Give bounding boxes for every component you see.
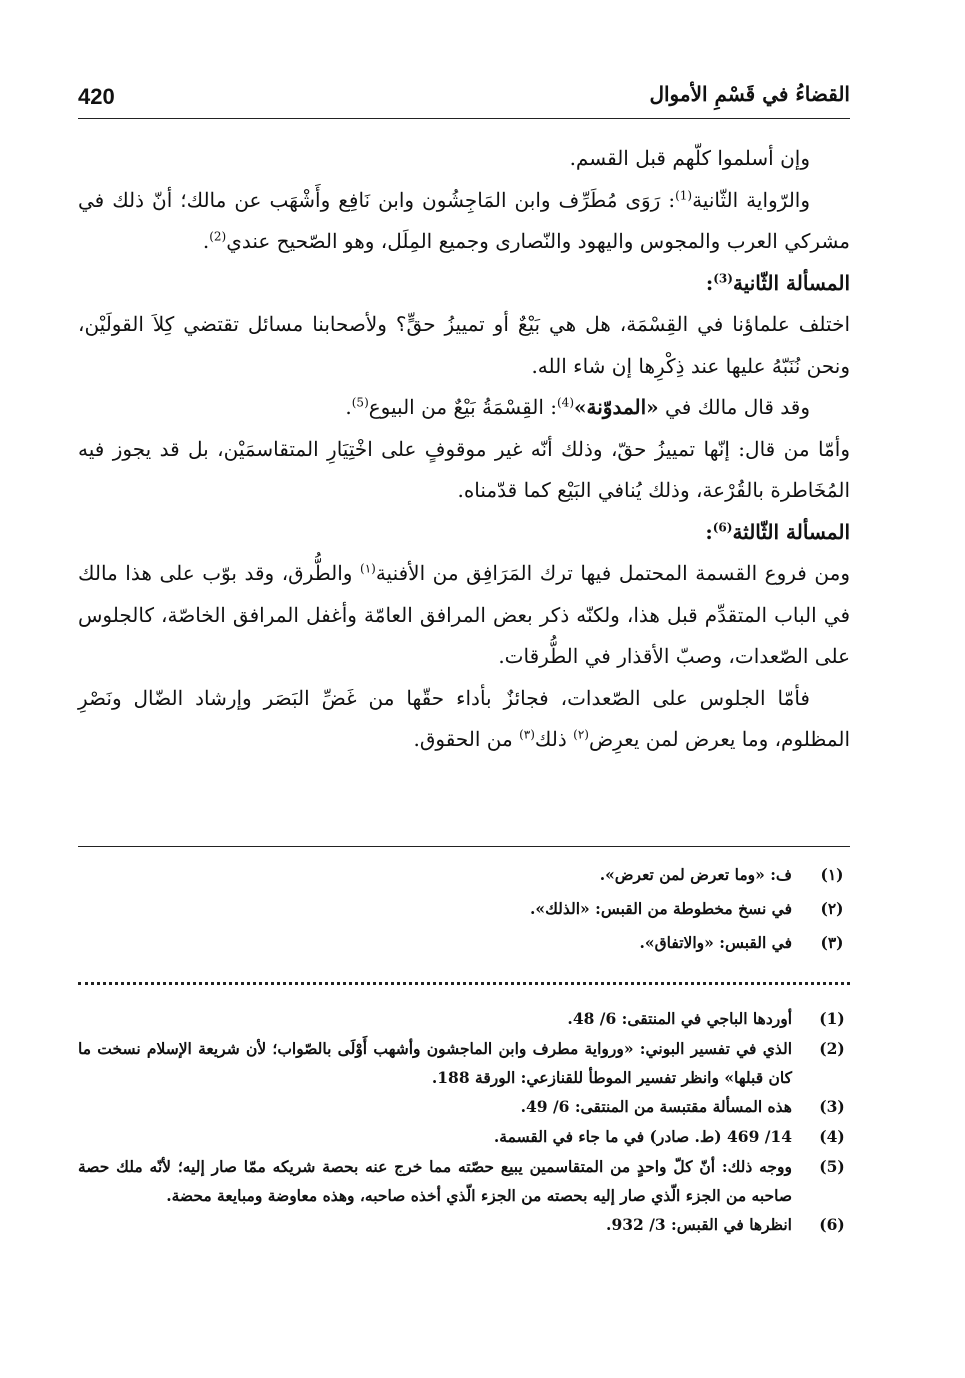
running-title: القضاءُ في قَسْمِ الأموال [649, 82, 850, 106]
paragraph-intro: وإن أسلموا كلّهم قبل القسم. [569, 146, 810, 170]
editor-footnotes [78, 1004, 850, 1240]
footnote-divider [78, 846, 850, 847]
section-heading-3: المسألة الثّالثة$^{(6)}$: [705, 519, 850, 544]
footnote-item: (3) هذه المسألة مقتبسة من المنتقى: 6/ 49. [520, 1097, 845, 1116]
footnote-ref[interactable]: (٣) [519, 727, 535, 742]
footnote-item: (١) ف: «وما تعرض لمن تعرض». [599, 865, 844, 884]
footnote-ref[interactable]: (5) [351, 395, 369, 410]
paragraph-mudawwana: وقد قال مالك في «المدوّنة»$^{(4)}$: القِسْمَةُ بَيْعٌ من البيوع$^{(5)}$. [345, 395, 810, 419]
page-header [78, 78, 850, 119]
paragraph-ikhtilaf: اختلف علماؤنا في القِسْمَة، هل هي بَيْعٌ أو تمييزُ حقٍّ؟ ولأصحابنا مسائل تقتضي كِلاَ القولَيْن، ونحن نُنَبّهُ عليها عند ذِكْرِها إن شاء الله. [78, 312, 851, 378]
footnote-item: (1) أوردها الباجي في المنتقى: 6/ 48. [567, 1009, 845, 1028]
footnote-item: (5) ووجه ذلك: أنّ كلّ واحدٍ من المتقاسمين يبيع حصّته مما خرج عنه بحصة شريكه ممّا صار إليه؛ لأنّه ملك حصة صاحبه من الجزء الّذي صار إليه بحصته من الجزء الّذي أخذه صاحبه، وهذه معاوضة ومبايعة محضة. [78, 1157, 845, 1205]
footnote-ref[interactable]: (2) [209, 229, 227, 244]
footnote-ref[interactable]: (4) [556, 395, 574, 410]
footnote-ref[interactable]: (٢) [573, 727, 589, 742]
footnote-ref[interactable]: (3) [713, 270, 733, 285]
paragraph-riwaya: والرّواية الثّانية$^{(1)}$: رَوَى مُطَرِّف وابن المَاجِشُون وابن نَافِع وأَشْهَب عن مالك؛ أنّ ذلك في مشركي العرب والمجوس واليهود والنّصارى وجميع المِلَل، وهو الصّحيح عندي$^{(2)}$. [78, 187, 850, 253]
footnote-item: (4) 14/ 469 (ط. صادر) في ما جاء في القسمة. [493, 1127, 845, 1146]
footnote-item: (2) الذي في تفسير البوني: «ورواية مطرف وابن الماجشون وأشهب أَوْلَى بالصّواب؛ لأن شريعة الإسلام نسخت ما كان قبلها» وانظر تفسير الموطأ للقنازعي: الورقة 188. [78, 1039, 845, 1087]
footnote-item: (٢) في نسخ مخطوطة من القبس: «الذلك». [530, 899, 844, 918]
footnote-item: (٣) في القبس: «والاتفاق». [639, 933, 844, 952]
dotted-divider [78, 982, 850, 985]
footnote-item: (6) انظرها في القبس: 3/ 932. [606, 1215, 845, 1234]
paragraph-julus: فأمّا الجلوس على الصّعدات، فجائزٌ بأداء حقّها من غَضِّ البَصَر وإرشاد الضّال ونَصْرِ المظلوم، وما يعرض لمن يعرِض$^{(٢)}$ ذلك$^{(٣)}$ من الحقوق. [78, 685, 850, 751]
main-text [78, 138, 850, 761]
footnote-ref[interactable]: (١) [360, 561, 376, 576]
footnote-ref[interactable]: (1) [675, 187, 693, 202]
book-title: «المدوّنة» [574, 395, 659, 419]
paragraph-tamyiz: وأمّا من قال: إنّها تمييزُ حقّ، وذلك أنّه غير موقوفٍ على اخْتِيَارِ المتقاسمَيْن، بل قد يجوز فيه المُخَاطرة بالقُرْعة، وذلك يُنافي البَيْع كما قدّمناه. [78, 436, 850, 502]
page-number: 420 [78, 84, 115, 109]
paragraph-furu: ومن فروع القسمة المحتمل فيها ترك المَرَافِق من الأفنية$^{(١)}$ والطُّرق، وقد بوّب على هذا مالك في الباب المتقدِّم قبل هذا، ولكنّه ذكر بعض المرافق العامّة وأغفل المرافق الخاصّة، كالجلوس على الصّعدات، وصبّ الأقذار في الطُّرقات. [78, 561, 850, 668]
footnote-ref[interactable]: (6) [712, 519, 733, 534]
variant-footnotes [78, 858, 850, 960]
section-heading-2: المسألة الثّانية$^{(3)}$: [705, 270, 850, 295]
